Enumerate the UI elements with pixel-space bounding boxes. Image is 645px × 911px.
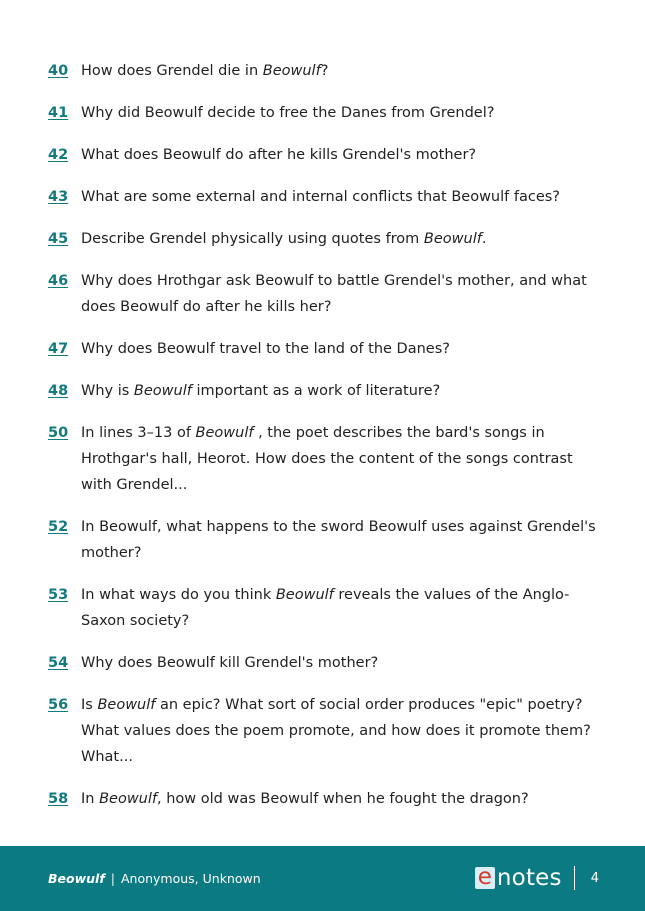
question-text-segment: Why did Beowulf decide to free the Danes from Grendel? [81, 105, 495, 121]
question-text [81, 692, 608, 770]
question-text-segment: Why does Beowulf kill Grendel's mother? [81, 655, 379, 671]
footer-separator: | [110, 871, 115, 886]
question-text [81, 650, 608, 676]
question-text [81, 58, 608, 84]
book-title-italic: Beowulf [423, 231, 482, 247]
question-number-link[interactable]: 50 [48, 425, 69, 441]
question-text [81, 142, 608, 168]
question-item [48, 336, 608, 362]
question-item [48, 184, 608, 210]
question-number-link[interactable]: 52 [48, 519, 69, 535]
question-text [81, 378, 608, 404]
question-text [81, 336, 608, 362]
question-number-link[interactable]: 48 [48, 383, 69, 399]
question-text-segment: . [481, 231, 487, 247]
question-number-link[interactable]: 41 [48, 105, 69, 121]
question-item [48, 226, 608, 252]
question-item [48, 100, 608, 126]
question-text-segment: What are some external and internal conflicts that Beowulf faces? [81, 189, 560, 205]
footer-book-title: Beowulf [48, 871, 105, 886]
question-number-link[interactable]: 53 [48, 587, 69, 603]
question-number-link[interactable]: 46 [48, 273, 69, 289]
question-number-link[interactable]: 56 [48, 697, 69, 713]
question-item [48, 692, 608, 770]
question-text-segment: Why is [81, 383, 134, 399]
question-text-segment: Why does Hrothgar ask Beowulf to battle Grendel's mother, and what does Beowulf do after he kills her? [81, 273, 587, 315]
question-item [48, 378, 608, 404]
book-title-italic: Beowulf [97, 697, 156, 713]
enotes-logo-e-icon: e [475, 867, 495, 889]
question-number-link[interactable]: 47 [48, 341, 69, 357]
book-title-italic: Beowulf [195, 425, 254, 441]
question-text [81, 582, 608, 634]
question-text-segment: an epic? What sort of social order produces "epic" poetry? What values does the poem promote, and how does it promote them? What... [81, 697, 591, 765]
question-text-segment: Is [81, 697, 98, 713]
question-text-segment: reveals the values of the Anglo-Saxon society? [81, 587, 570, 629]
question-item [48, 514, 608, 566]
question-item [48, 650, 608, 676]
question-text-segment: In [81, 791, 100, 807]
question-text [81, 420, 608, 498]
question-item [48, 786, 608, 812]
page-number: 4 [590, 870, 599, 886]
enotes-logo-text: notes [496, 865, 562, 891]
question-number-link[interactable]: 58 [48, 791, 69, 807]
question-text-segment: In what ways do you think [81, 587, 276, 603]
question-text [81, 226, 608, 252]
question-text-segment: Why does Beowulf travel to the land of the Danes? [81, 341, 450, 357]
question-text-segment: , the poet describes the bard's songs in Hrothgar's hall, Heorot. How does the content of the songs contrast with Grendel... [81, 425, 573, 493]
page-footer [0, 846, 645, 911]
question-number-link[interactable]: 40 [48, 63, 69, 79]
question-text-segment: In lines 3–13 of [81, 425, 196, 441]
question-text-segment: , how old was Beowulf when he fought the dragon? [157, 791, 529, 807]
question-number-link[interactable]: 45 [48, 231, 69, 247]
question-text-segment: How does Grendel die in [81, 63, 263, 79]
question-text [81, 100, 608, 126]
question-text-segment: Describe Grendel physically using quotes from [81, 231, 424, 247]
question-list [48, 58, 608, 828]
question-text-segment: important as a work of literature? [191, 383, 441, 399]
footer-book-info [48, 871, 261, 886]
question-text-segment: In Beowulf, what happens to the sword Beowulf uses against Grendel's mother? [81, 519, 596, 561]
question-item [48, 58, 608, 84]
enotes-logo[interactable] [475, 866, 562, 890]
question-number-link[interactable]: 43 [48, 189, 69, 205]
footer-divider [574, 866, 575, 890]
footer-author: Anonymous, Unknown [120, 871, 261, 886]
question-item [48, 420, 608, 498]
book-title-italic: Beowulf [275, 587, 334, 603]
question-item [48, 142, 608, 168]
book-title-italic: Beowulf [133, 383, 192, 399]
question-text-segment: ? [320, 63, 329, 79]
question-text [81, 786, 608, 812]
question-text-segment: What does Beowulf do after he kills Grendel's mother? [81, 147, 477, 163]
question-text [81, 268, 608, 320]
question-text [81, 514, 608, 566]
question-text [81, 184, 608, 210]
question-number-link[interactable]: 54 [48, 655, 69, 671]
footer-branding [475, 864, 599, 892]
question-number-link[interactable]: 42 [48, 147, 69, 163]
question-item [48, 582, 608, 634]
book-title-italic: Beowulf [99, 791, 158, 807]
question-item [48, 268, 608, 320]
book-title-italic: Beowulf [262, 63, 321, 79]
